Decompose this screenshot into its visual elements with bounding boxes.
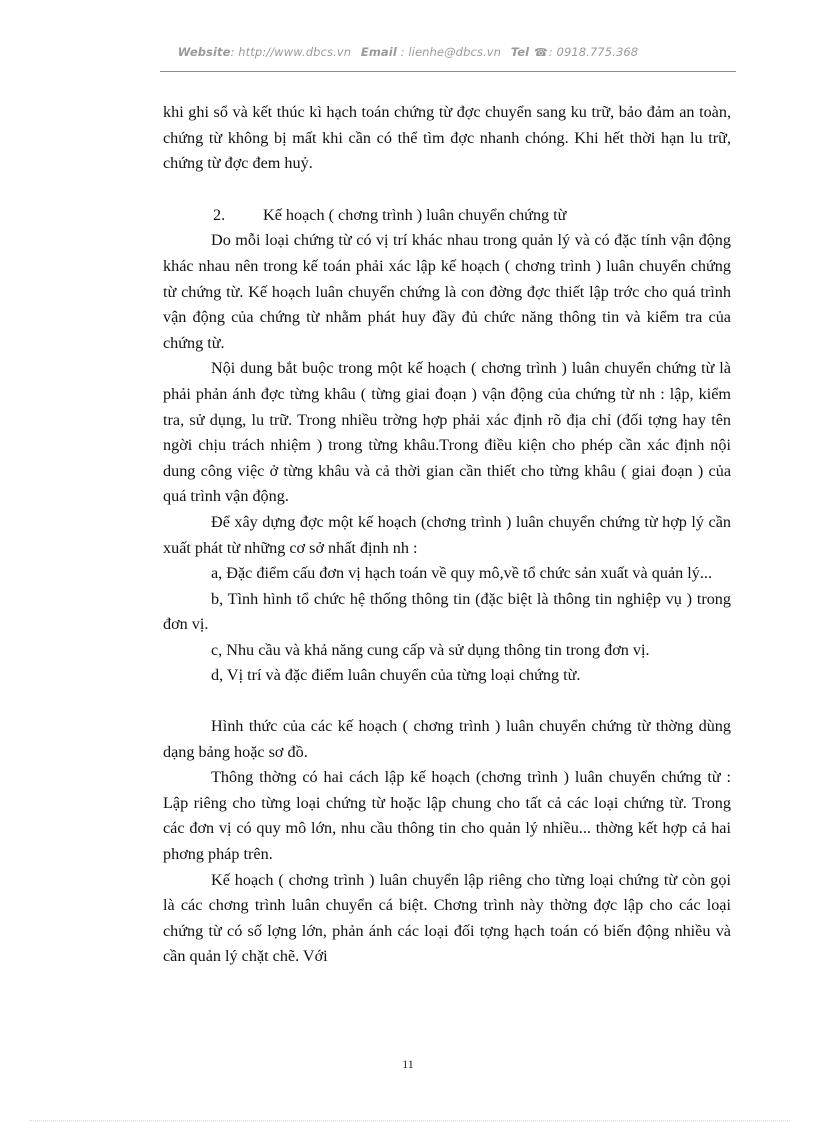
list-item: b, Tình hình tổ chức hệ thống thông tin (đặc biệt là thông tin nghiệp vụ ) trong đơn vị. xyxy=(163,589,731,634)
email-value: : lienhe@dbcs.vn xyxy=(400,45,502,59)
page-number: 11 xyxy=(402,1057,414,1071)
tel-label: Tel xyxy=(510,45,530,59)
phone-icon: ☎ xyxy=(533,46,548,59)
list-item: a, Đặc điểm cấu đơn vị hạch toán về quy mô,về tổ chức sản xuất và quản lý... xyxy=(211,564,713,583)
paragraph: Thông thờng có hai cách lập kế hoạch (chơng trình ) luân chuyển chứng từ : Lập riêng cho từng loại chứng từ hoặc lập chung cho tất cả các loại chứng từ. Trong các đơn vị có quy mô lớn, nhu cầu thông tin cho quản lý nhiều... thờng kết hợp cả hai phơng pháp trên. xyxy=(163,768,731,864)
body-text xyxy=(163,100,731,970)
paragraph: Kế hoạch ( chơng trình ) luân chuyển lập riêng cho từng loại chứng từ còn gọi là các chơng trình luân chuyển cá biệt. Chơng trình này thờng đợc lập cho các loại chứng từ có số lợng lớn, phản ánh các loại đối tợng hạch toán có biến động nhiều và cần quản lý chặt chẽ. Với xyxy=(163,870,731,966)
paragraph: Hình thức của các kế hoạch ( chơng trình ) luân chuyển chứng từ thờng dùng dạng bảng hoặc sơ đồ. xyxy=(163,717,731,761)
paragraph: Do mỗi loại chứng từ có vị trí khác nhau trong quản lý và có đặc tính vận động khác nhau nên trong kế toán phải xác lập kế hoạch ( chơng trình ) luân chuyển chứng từ chứng từ. Kế hoạch luân chuyển chứng là con đờng đợc thiết lập trớc cho quá trình vận động của chứng từ nhằm phát huy đầy đủ chức năng thông tin và kiểm tra của chứng từ. xyxy=(163,231,731,352)
list-item: c, Nhu cầu và khả năng cung cấp và sử dụng thông tin trong đơn vị. xyxy=(211,640,650,659)
website-label: Website xyxy=(177,45,231,59)
paragraph: Nội dung bắt buộc trong một kế hoạch ( chơng trình ) luân chuyển chứng từ là phải phản ánh đợc từng khâu ( từng giai đoạn ) vận động của chứng từ nh : lập, kiểm tra, sử dụng, lu trữ. Trong nhiều trờng hợp phải xác định rõ địa chỉ (đối tợng hay tên ngời chịu trách nhiệm ) trong từng khâu.Trong điều kiện cho phép cần xác định nội dung công việc ở từng khâu và cả thời gian cần thiết cho từng khâu ( giai đoạn ) của quá trình vận động. xyxy=(163,359,731,506)
paragraph: khi ghi sổ và kết thúc kì hạch toán chứng từ đợc chuyển sang ku trữ, bảo đảm an toàn, chứng từ không bị mất khi cần có thể tìm đợc nhanh chóng. Khi hết thời hạn lu trữ, chứng từ đợc đem huỷ. xyxy=(163,103,731,173)
header-divider xyxy=(160,71,736,72)
section-title: Kế hoạch ( chơng trình ) luân chuyển chứng từ xyxy=(263,205,567,224)
page-bottom-edge xyxy=(30,1120,790,1121)
tel-value: : 0918.775.368 xyxy=(548,45,639,59)
website-value: : http://www.dbcs.vn xyxy=(230,45,352,59)
paragraph: Để xây dựng đợc một kế hoạch (chơng trình ) luân chuyển chứng từ hợp lý cần xuất phát từ những cơ sở nhất định nh : xyxy=(163,512,731,557)
section-number: 2. xyxy=(213,205,226,224)
page-header xyxy=(0,45,816,59)
email-label: Email xyxy=(360,45,397,59)
section-heading xyxy=(163,203,731,229)
list-item: d, Vị trí và đặc điểm luân chuyển của từng loại chứng từ. xyxy=(211,666,581,685)
